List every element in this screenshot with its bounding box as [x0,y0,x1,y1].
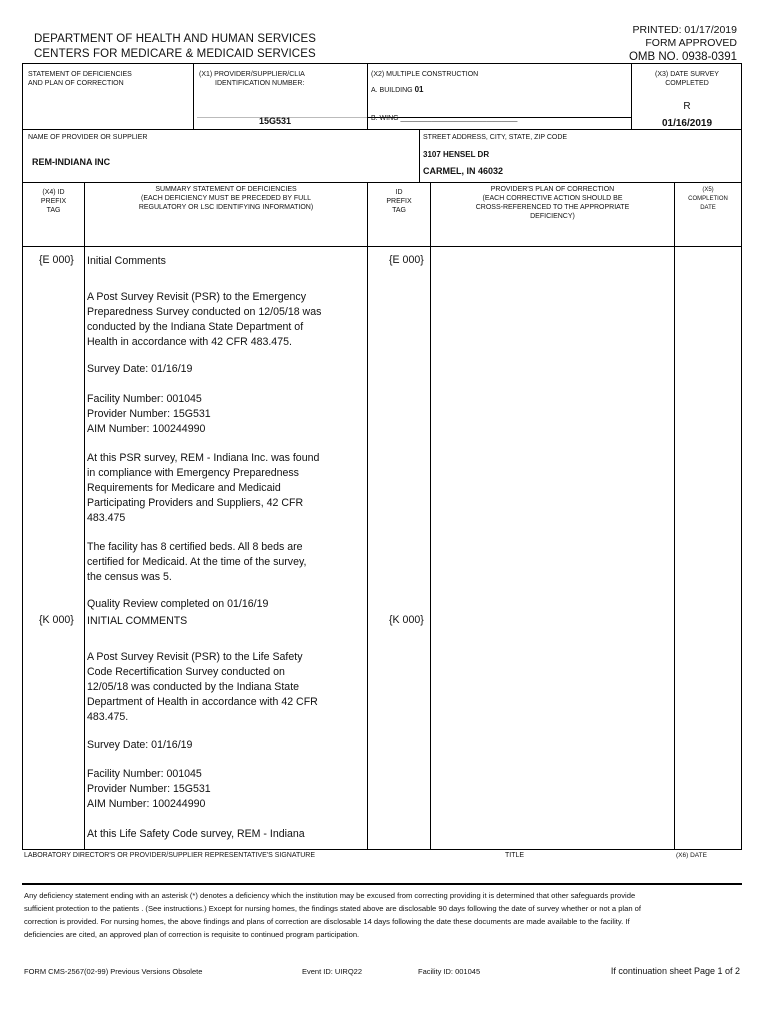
form-number: FORM CMS-2567(02-99) Previous Versions Obsolete [24,967,203,976]
k-title: INITIAL COMMENTS [87,615,188,627]
k-tag: {K 000} [39,614,74,626]
form-grid [22,63,742,849]
col-divider [631,64,632,129]
statement-label: STATEMENT OF DEFICIENCIES AND PLAN OF CORRECTION [28,71,132,87]
col-divider [84,182,85,850]
col-plan-heading: PROVIDER'S PLAN OF CORRECTION (EACH CORRECTIVE ACTION SHOULD BE CROSS-REFERENCED TO THE APPROPRIATE DEFICIENCY) [475,186,630,220]
col-divider [419,129,420,182]
col-divider [367,64,368,129]
e-paragraph-2: Survey Date: 01/16/19 [87,363,193,375]
e-tag: {E 000} [39,254,74,266]
continuation-page: If continuation sheet Page 1 of 2 [610,966,740,976]
k-tag-right: {K 000} [389,614,424,626]
wing-row: B. WING ______________________________ [371,115,518,122]
signature-top-line [22,849,742,850]
e-paragraph-6: Quality Review completed on 01/16/19 [87,598,269,610]
deficiency-notice: Any deficiency statement ending with an asterisk (*) denotes a deficiency which the institution may be excused from correcting providing it is determined that other safeguards provide sufficient protection to the patients . (See instructions.) Except for nursing homes, the findings stated above are disclosable 90 days following the date of survey whether or not a plan of correction is provided. For nursing homes, the above findings and plans of correction are disclosable 14 days following the date these documents are made available to the facility. If deficiencies are cited, an approved plan of correction is requisite to continued program participation. [24,891,641,939]
col-divider [367,182,368,850]
x3-label: (X3) DATE SURVEY COMPLETED [655,71,719,87]
row-divider [23,129,741,130]
col-x4-heading: (X4) ID PREFIX TAG [40,189,67,214]
print-info [629,24,737,64]
k-paragraph-2: Survey Date: 01/16/19 [87,739,193,751]
address-line-2: CARMEL, IN 46032 [423,166,504,176]
printed-date: PRINTED: 01/17/2019 [632,24,737,36]
x2-label: (X2) MULTIPLE CONSTRUCTION [371,71,479,78]
department-header [34,32,316,62]
col-summary-heading: SUMMARY STATEMENT OF DEFICIENCIES (EACH DEFICIENCY MUST BE PRECEDED BY FULL REGULATORY OR LSC IDENTIFYING INFORMATION) [138,186,314,211]
e-tag-right: {E 000} [389,254,424,266]
k-paragraph-1: A Post Survey Revisit (PSR) to the Life Safety Code Recertification Survey conducted on 12/05/18 was conducted by the Indiana State Department of Health in accordance with 42 CFR 483.475. [87,651,318,723]
k-paragraph-4: At this Life Safety Code survey, REM - Indiana [87,828,305,840]
revisit-code: R [683,101,691,112]
k-paragraph-3: Facility Number: 001045 Provider Number: 15G531 AIM Number: 100244990 [87,768,211,810]
dept-line-1: DEPARTMENT OF HEALTH AND HUMAN SERVICES [34,33,317,45]
facility-id: Facility ID: 001045 [418,967,481,976]
survey-date: 01/16/2019 [661,118,713,129]
title-label: TITLE [505,852,525,859]
e-title: Initial Comments [87,255,166,267]
e-paragraph-4: At this PSR survey, REM - Indiana Inc. was found in compliance with Emergency Preparedness Requirements for Medicare and Medicaid Participating Providers and Suppliers, 42 CFR 483.475 [87,452,320,524]
col-divider [674,182,675,850]
col-x5-heading: (X5) COMPLETION DATE [688,187,728,211]
x1-label: (X1) PROVIDER/SUPPLIER/CLIA IDENTIFICATION NUMBER: [199,71,305,87]
address-label: STREET ADDRESS, CITY, STATE, ZIP CODE [423,134,568,141]
address-line-1: 3107 HENSEL DR [423,150,490,159]
col-divider [193,64,194,129]
building-row: A. BUILDING 01 [371,85,424,94]
signature-bottom-line [22,883,742,885]
provider-id: 15G531 [259,116,292,126]
e-paragraph-5: The facility has 8 certified beds. All 8 beds are certified for Medicaid. At the time of the survey, the census was 5. [87,541,307,583]
col-id-heading: ID PREFIX TAG [386,189,412,214]
provider-name-label: NAME OF PROVIDER OR SUPPLIER [28,134,148,141]
omb-number: OMB NO. 0938-0391 [628,51,737,63]
e-paragraph-3: Facility Number: 001045 Provider Number: 15G531 AIM Number: 100244990 [87,393,211,435]
form-approved: FORM APPROVED [645,37,737,49]
row-divider [23,246,741,247]
event-id: Event ID: UIRQ22 [302,967,363,976]
date-label: (X6) DATE [676,852,707,859]
e-paragraph-1: A Post Survey Revisit (PSR) to the Emergency Preparedness Survey conducted on 12/05/18 was conducted by the Indiana State Department of Health in accordance with 42 CFR 483.475. [87,291,322,348]
provider-name: REM-INDIANA INC [32,157,111,167]
col-divider [430,182,431,850]
signature-label: LABORATORY DIRECTOR'S OR PROVIDER/SUPPLIER REPRESENTATIVE'S SIGNATURE [24,852,316,859]
dept-line-2: CENTERS FOR MEDICARE & MEDICAID SERVICES [34,48,316,60]
row-divider [23,182,741,183]
